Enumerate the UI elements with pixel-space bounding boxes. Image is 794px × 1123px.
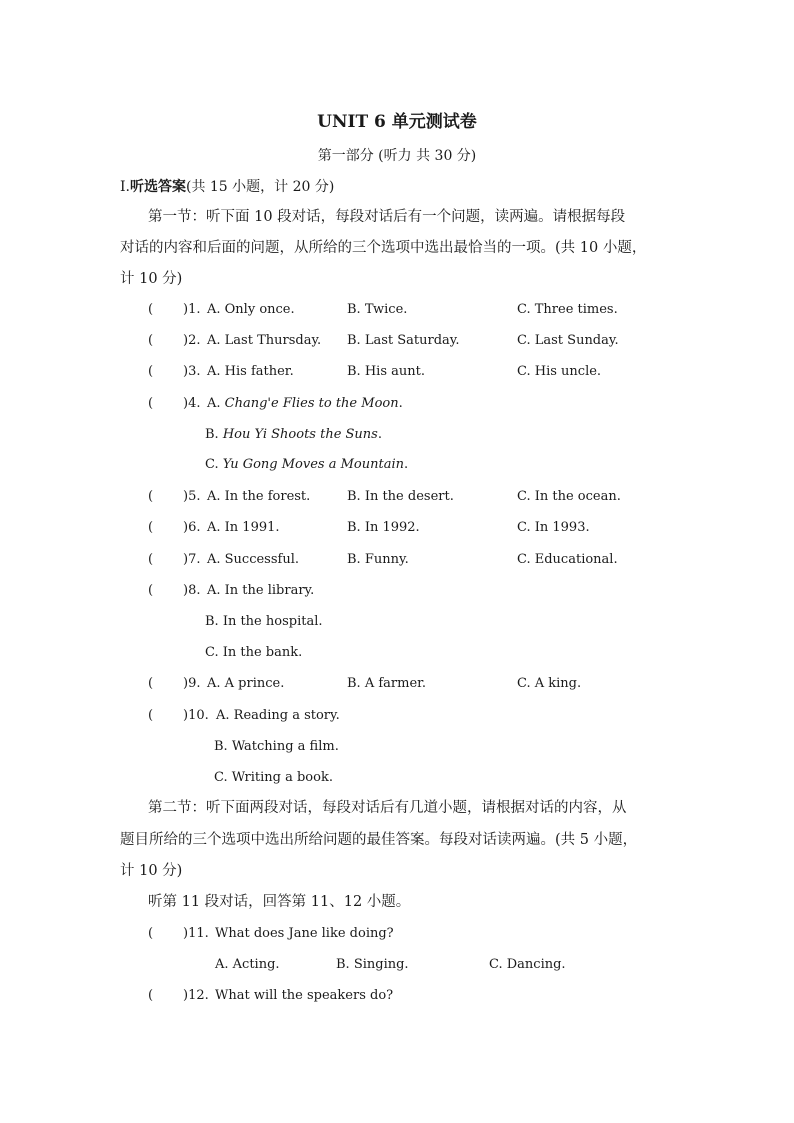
option-b: B. His aunt. (347, 364, 425, 379)
option-b: B. In the hospital. (205, 614, 323, 629)
answer-bracket: ( (148, 926, 154, 941)
question-number: )1. (183, 302, 201, 317)
answer-bracket: ( (148, 676, 154, 691)
answer-bracket: ( (148, 333, 154, 348)
option-a: A. In 1991. (207, 520, 280, 535)
option-c: C. Educational. (517, 552, 618, 567)
option-b: B. In 1992. (347, 520, 420, 535)
option-a: A. Acting. (215, 957, 280, 972)
option-c: C. Dancing. (489, 957, 566, 972)
option-b: B. A farmer. (347, 676, 427, 691)
dialogue-note: 听第 11 段对话，回答第 11、12 小题。 (148, 894, 411, 910)
answer-bracket: ( (148, 708, 154, 723)
option-c: C. His uncle. (517, 364, 602, 379)
answer-bracket: ( (148, 302, 154, 317)
section-heading (120, 176, 334, 196)
option-b: B. Watching a film. (214, 739, 339, 754)
option-a: A. In the forest. (207, 489, 311, 504)
page-subtitle: 第一部分 (听力 共 30 分) (317, 148, 477, 164)
option-b: B. Last Saturday. (347, 333, 460, 348)
answer-bracket: ( (148, 489, 154, 504)
option-b: B. Hou Yi Shoots the Suns. (205, 427, 382, 442)
option-c: C. In 1993. (517, 520, 590, 535)
option-b: B. Funny. (347, 552, 409, 567)
question-number: )4. (183, 396, 201, 411)
part1-instruction-line1: 第一节：听下面 10 段对话，每段对话后有一个问题，读两遍。请根据每段 (148, 209, 626, 225)
question-stem: What does Jane like doing? (215, 926, 394, 941)
option-c: C. Three times. (517, 302, 618, 317)
option-a: A. His father. (207, 364, 294, 379)
page-title: UNIT 6 单元测试卷 (317, 112, 477, 132)
option-c: C. In the bank. (205, 645, 303, 660)
answer-bracket: ( (148, 988, 154, 1003)
question-number: )3. (183, 364, 201, 379)
answer-bracket: ( (148, 396, 154, 411)
section-numeral: Ⅰ. (120, 179, 130, 195)
part1-instruction-line3: 计 10 分) (120, 271, 183, 287)
option-a: A. Reading a story. (216, 708, 340, 723)
question-number: )6. (183, 520, 201, 535)
option-c: C. In the ocean. (517, 489, 621, 504)
section-heading-tail: (共 15 小题，计 20 分) (185, 179, 335, 195)
question-stem: What will the speakers do? (215, 988, 394, 1003)
option-b: B. Twice. (347, 302, 408, 317)
option-b: B. In the desert. (347, 489, 454, 504)
section-heading-text: 听选答案 (129, 179, 186, 195)
option-c: C. Yu Gong Moves a Mountain. (205, 457, 409, 472)
question-number: )9. (183, 676, 201, 691)
question-number: )11. (183, 926, 209, 941)
question-number: )12. (183, 988, 209, 1003)
question-number: )7. (183, 552, 201, 567)
answer-bracket: ( (148, 552, 154, 567)
option-a: A. Successful. (207, 552, 300, 567)
question-number: )8. (183, 583, 201, 598)
part2-instruction-line1: 第二节：听下面两段对话，每段对话后有几道小题，请根据对话的内容，从 (148, 800, 627, 816)
answer-bracket: ( (148, 583, 154, 598)
answer-bracket: ( (148, 520, 154, 535)
question-number: )5. (183, 489, 201, 504)
option-c: C. Last Sunday. (517, 333, 619, 348)
option-b: B. Singing. (336, 957, 409, 972)
option-a: A. Last Thursday. (207, 333, 322, 348)
question-number: )2. (183, 333, 201, 348)
answer-bracket: ( (148, 364, 154, 379)
option-c: C. Writing a book. (214, 770, 333, 785)
part2-instruction-line2: 题目所给的三个选项中选出所给问题的最佳答案。每段对话读两遍。(共 5 小题， (120, 832, 638, 848)
question-number: )10. (183, 708, 209, 723)
part2-instruction-line3: 计 10 分) (120, 863, 183, 879)
option-a: A. Chang'e Flies to the Moon. (207, 396, 403, 411)
option-a: A. Only once. (207, 302, 295, 317)
part1-instruction-line2: 对话的内容和后面的问题，从所给的三个选项中选出最恰当的一项。(共 10 小题， (120, 240, 647, 256)
option-a: A. In the library. (207, 583, 315, 598)
option-c: C. A king. (517, 676, 582, 691)
option-a: A. A prince. (207, 676, 285, 691)
